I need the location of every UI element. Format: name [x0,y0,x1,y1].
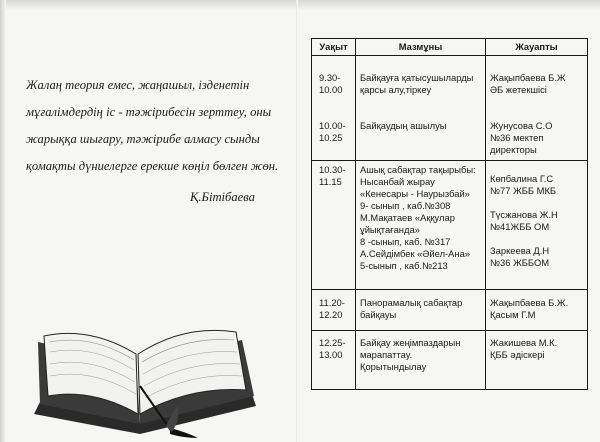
header-person: Жауапты [515,41,558,52]
content-cell: Ашық сабақтар тақырыбы: Нысанбай жырау «Кенесары - Наурызбай» 9- сынып , каб.№308 М.Мақатаев «Аққулар ұйықтағанда» 8 -сынып, каб. №317 А.Сейдімбек «Әйел-Ана» 5-сынып , каб.№213 [356,161,486,289]
person-cell: Жақыпбаева Б.Ж ӘБ жетекшісі Жунусова С.О №36 мектеп директоры [490,72,566,155]
quote-line: мұғалімдердің іс - тәжірибесін зерттеу, оны [26,105,272,119]
header-time: Уақыт [312,39,356,55]
header-content: Мазмұны [356,39,486,55]
epigraph-quote [26,72,296,180]
open-book-illustration [20,282,270,442]
quote-author: Қ.Бітібаева [190,190,255,204]
scan-edge-top [0,0,600,10]
schedule-table [311,38,588,390]
quote-line: жарыққа шығару, тәжірибе алмасу сынды [26,132,260,146]
time-cell: 10.30- 11.15 [312,161,356,289]
table-row [312,160,587,289]
quote-line: қомақты дүниелерге ерекше көңіл бөлген жөн. [26,159,279,173]
time-cell: 12.25- 13.00 [312,331,356,389]
quote-line: Жалаң теория емес, жаңашыл, ізденетін [26,78,250,92]
content-cell: Панорамалық сабақтар байқауы [356,290,486,330]
page-fold [296,0,298,442]
left-page [12,20,290,432]
person-cell: Жақыпбаева Б.Ж. Қасым Г.М [490,297,569,320]
content-cell: Байқау жеңімпаздарын марапаттау. Қорытындылау [356,331,486,389]
person-cell: Көпбалина Г.С №77 ЖББ МКБ Түсжанова Ж.Н №41ЖББ ОМ Заркеева Д.Н №36 ЖББОМ [490,173,558,268]
table-row [312,289,587,330]
time-cell: 11.20- 12.20 [312,290,356,330]
person-cell: Жакишева М.К. ҚББ әдіскері [490,337,558,360]
table-row [312,55,587,160]
table-row [312,330,587,389]
scan-edge-left [0,0,6,442]
table-header-row [312,39,587,55]
time-cell: 9.30- 10.00 10.00- 10.25 [312,56,356,160]
content-cell: Байқауға қатысушыларды қарсы алу,тіркеу Байқаудың ашылуы [356,56,486,160]
